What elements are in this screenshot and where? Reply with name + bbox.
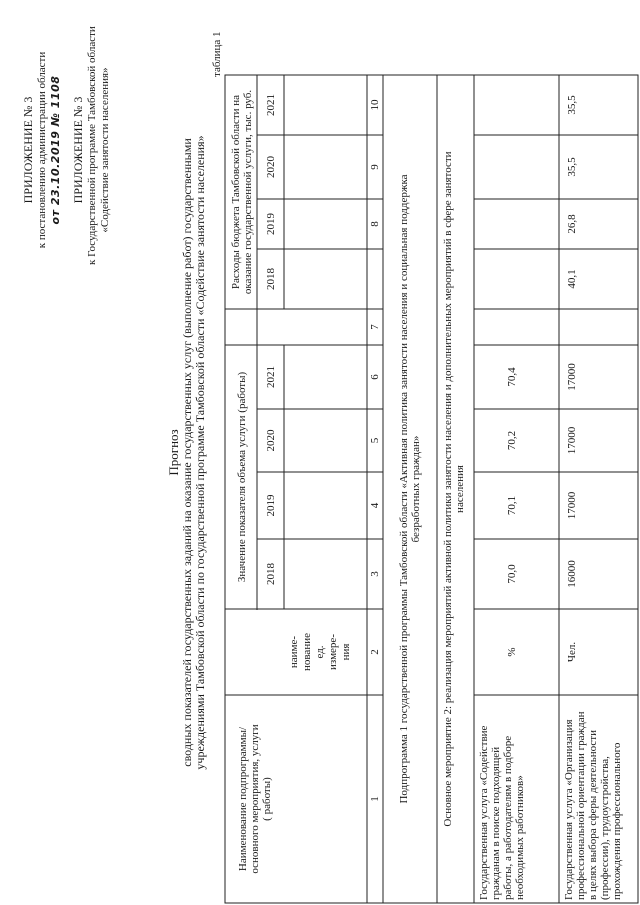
table-row-2-unit: Чел. [566,641,578,663]
table-row-2-value-2021: 17000 [566,363,578,391]
table-row-2-name: Государственная услуга «Организация профессиональной ориентации граждан в целях выбора сферы деятельности (профессии), трудоустройства, прохождения профессионального [563,711,623,900]
header-expense-year-2019: 2019 [265,213,277,235]
table-row-2-expense-2018: 40,1 [566,269,578,289]
handwritten-date-number: от 23.10.2019 № 1108 [49,75,62,225]
table-row-2-expense-2021: 35,5 [566,95,578,115]
table-row-1-value-2020: 70,2 [506,430,518,451]
appendix-program-reference: к Государственной программе Тамбовской области [86,26,98,265]
header-unit-column: наиме- нование ед. измере- ния [288,633,352,671]
table-row-2-value-2020: 17000 [566,426,578,455]
col-number-8: 8 [369,221,381,227]
document-subtitle-line2: учреждениями Тамбовской области по государственной программе Тамбовской области «Содействие занятости населения» [193,135,207,770]
col-number-3: 3 [369,571,381,577]
col-number-9: 9 [369,164,381,170]
table-label: таблица 1 [211,31,223,77]
table-row-1-name: Государственная услуга «Содействие гражданам в поиске подходящей работы, а работодателям в подборе необходимых работников» [478,725,526,900]
table-row-1-value-2018: 70,0 [506,564,518,584]
header-year-2021: 2021 [265,366,277,388]
document-title: Прогноз [166,429,181,476]
col-number-4: 4 [369,502,381,509]
table-row-1-value-2021: 70,4 [506,367,518,387]
appendix-title: ПРИЛОЖЕНИЕ № 3 [21,96,35,204]
table-row-1-unit: % [506,647,518,657]
header-expense-year-2021: 2021 [265,94,277,116]
subprogram-title: Подпрограмма 1 государственной программы Тамбовской области «Активная политика занятости населения и социальная поддержка безработных граждан» [398,174,422,804]
table-row-2-value-2019: 17000 [566,491,578,520]
main-activity-title: Основное мероприятие 2: реализация мероприятий активной политики занятости населения и дополнительных мероприятий в сфере занятости населения [442,151,466,827]
header-year-2018: 2018 [265,563,277,585]
header-expense-group: Расходы бюджета Тамбовской области на оказание государственной услуги, тыс. руб. [230,89,254,295]
table-row-2-expense-2019: 26,8 [566,214,578,234]
col-number-5: 5 [369,437,381,444]
appendix-reference: к постановлению администрации области [36,51,48,249]
appendix-title-2: ПРИЛОЖЕНИЕ № 3 [71,96,85,204]
table-row-1-value-2019: 70,1 [506,495,518,516]
header-expense-year-2020: 2020 [265,156,277,178]
col-number-10: 10 [369,99,381,111]
col-number-1: 1 [369,796,381,802]
header-name-column: Наименование подпрограммы/ основного мероприятия, услуги ( работы) [237,724,273,874]
header-expense-year-2018: 2018 [265,268,277,290]
header-year-2019: 2019 [265,494,277,517]
col-number-2: 2 [369,649,381,655]
table-row-2-expense-2020: 35,5 [566,157,578,177]
document-subtitle-line1: сводных показателей государственных заданий на оказание государственных услуг (выполнение работ) государственными [180,138,194,767]
col-number-6: 6 [369,374,381,380]
header-indicator-group: Значение показателя объема услуги (работы) [236,371,248,583]
header-year-2020: 2020 [265,429,277,452]
col-number-7: 7 [369,324,381,330]
appendix-program-name: «Содействие занятости населения» [99,67,111,233]
table-row-2-value-2018: 16000 [566,560,578,588]
